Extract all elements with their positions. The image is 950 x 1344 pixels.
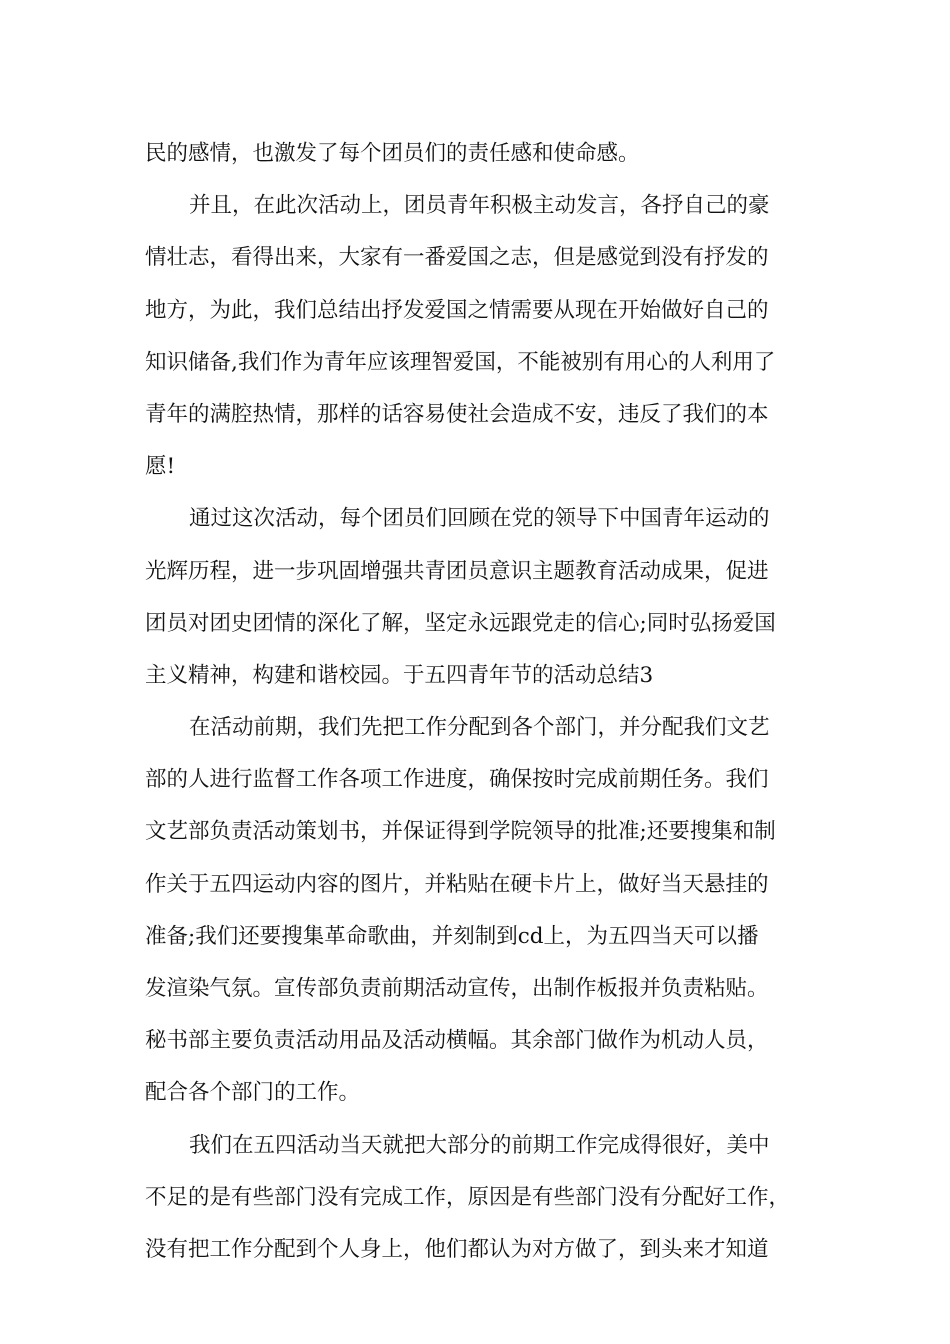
text-line: 秘书部主要负责活动用品及活动横幅。其余部门做作为机动人员， bbox=[145, 1028, 769, 1054]
text-line: 情壮志，看得出来，大家有一番爱国之志，但是感觉到没有抒发的 bbox=[145, 245, 769, 271]
paragraph-start-line: 在活动前期，我们先把工作分配到各个部门，并分配我们文艺 bbox=[189, 715, 770, 741]
text-line: 光辉历程，进一步巩固增强共青团员意识主题教育活动成果，促进 bbox=[145, 558, 769, 584]
text-line: 青年的满腔热情，那样的话容易使社会造成不安，违反了我们的本 bbox=[145, 401, 769, 427]
text-line: 主义精神，构建和谐校园。于五四青年节的活动总结3 bbox=[145, 662, 654, 688]
text-line: 部的人进行监督工作各项工作进度，确保按时完成前期任务。我们 bbox=[145, 767, 769, 793]
text-line: 配合各个部门的工作。 bbox=[145, 1080, 361, 1106]
text-line: 发渲染气氛。宣传部负责前期活动宣传，出制作板报并负责粘贴。 bbox=[145, 976, 769, 1001]
text-line: 准备;我们还要搜集革命歌曲，并刻制到cd上，为五四当天可以播 bbox=[145, 923, 759, 949]
text-line: 地方，为此，我们总结出抒发爱国之情需要从现在开始做好自己的 bbox=[145, 297, 769, 323]
text-line: 作关于五四运动内容的图片，并粘贴在硬卡片上，做好当天悬挂的 bbox=[145, 871, 769, 897]
text-line: 不足的是有些部门没有完成工作，原因是有些部门没有分配好工作， bbox=[145, 1184, 791, 1210]
text-line: 知识储备,我们作为青年应该理智爱国，不能被别有用心的人利用了 bbox=[145, 349, 776, 375]
text-line: 愿! bbox=[145, 454, 176, 480]
text-line: 没有把工作分配到个人身上，他们都认为对方做了，到头来才知道 bbox=[145, 1236, 769, 1262]
paragraph-start-line: 我们在五四活动当天就把大部分的前期工作完成得很好，美中 bbox=[189, 1132, 770, 1158]
paragraph-start-line: 通过这次活动，每个团员们回顾在党的领导下中国青年运动的 bbox=[189, 506, 770, 532]
text-line: 民的感情，也激发了每个团员们的责任感和使命感。 bbox=[145, 141, 640, 166]
document-body bbox=[145, 128, 825, 1276]
text-line: 团员对团史团情的深化了解，坚定永远跟党走的信心;同时弘扬爱国 bbox=[145, 610, 776, 636]
paragraph-start-line: 并且，在此次活动上，团员青年积极主动发言，各抒自己的豪 bbox=[189, 193, 770, 219]
text-line: 文艺部负责活动策划书，并保证得到学院领导的批准;还要搜集和制 bbox=[145, 819, 776, 845]
